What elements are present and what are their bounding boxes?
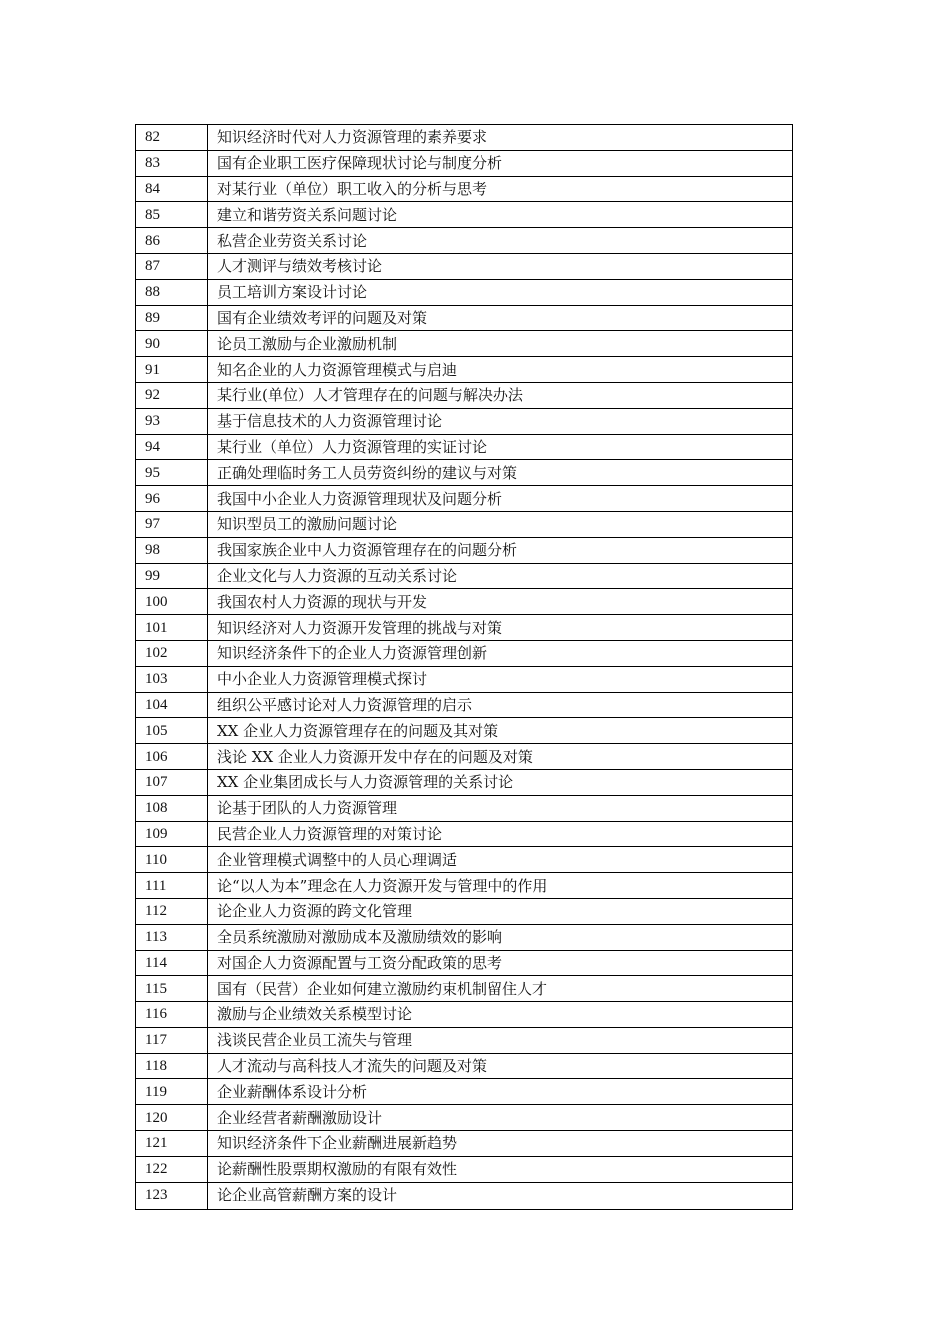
- table-row: [136, 1027, 793, 1053]
- table-row: [136, 640, 793, 666]
- topic-number-cell: 114: [136, 950, 208, 976]
- table-row: [136, 976, 793, 1002]
- topic-title-cell: 员工培训方案设计讨论: [208, 279, 793, 305]
- topic-number-cell: 87: [136, 253, 208, 279]
- topic-title-cell: 论基于团队的人力资源管理: [208, 795, 793, 821]
- table-row: [136, 1002, 793, 1028]
- topic-title-cell: 某行业（单位）人力资源管理的实证讨论: [208, 434, 793, 460]
- topic-number-cell: 82: [136, 125, 208, 151]
- topic-number-cell: 105: [136, 718, 208, 744]
- topic-number-cell: 86: [136, 228, 208, 254]
- table-row: [136, 1079, 793, 1105]
- table-row: [136, 408, 793, 434]
- table-row: [136, 873, 793, 899]
- topic-number-cell: 93: [136, 408, 208, 434]
- topic-title-cell: 企业经营者薪酬激励设计: [208, 1105, 793, 1131]
- table-row: [136, 1156, 793, 1182]
- topic-title-cell: 我国农村人力资源的现状与开发: [208, 589, 793, 615]
- topic-title-cell: 国有（民营）企业如何建立激励约束机制留住人才: [208, 976, 793, 1002]
- table-row: [136, 537, 793, 563]
- topic-title-cell: 知名企业的人力资源管理模式与启迪: [208, 357, 793, 383]
- table-row: [136, 1105, 793, 1131]
- table-row: [136, 305, 793, 331]
- topic-title-cell: 我国家族企业中人力资源管理存在的问题分析: [208, 537, 793, 563]
- table-row: [136, 1053, 793, 1079]
- table-row: [136, 434, 793, 460]
- table-row: [136, 486, 793, 512]
- topic-title-cell: 建立和谐劳资关系问题讨论: [208, 202, 793, 228]
- topic-title-cell: 论“以人为本”理念在人力资源开发与管理中的作用: [208, 873, 793, 899]
- table-row: [136, 898, 793, 924]
- topic-number-cell: 92: [136, 382, 208, 408]
- topic-number-cell: 101: [136, 615, 208, 641]
- topic-title-cell: 知识型员工的激励问题讨论: [208, 511, 793, 537]
- topic-number-cell: 113: [136, 924, 208, 950]
- table-row: [136, 125, 793, 151]
- topic-title-cell: 人才流动与高科技人才流失的问题及对策: [208, 1053, 793, 1079]
- topic-title-cell: 知识经济对人力资源开发管理的挑战与对策: [208, 615, 793, 641]
- topics-table-body: [136, 125, 793, 1210]
- topic-number-cell: 102: [136, 640, 208, 666]
- topic-title-cell: 激励与企业绩效关系模型讨论: [208, 1002, 793, 1028]
- table-row: [136, 821, 793, 847]
- topic-number-cell: 100: [136, 589, 208, 615]
- table-row: [136, 382, 793, 408]
- topic-title-cell: 浅论 XX 企业人力资源开发中存在的问题及对策: [208, 744, 793, 770]
- topic-title-cell: 全员系统激励对激励成本及激励绩效的影响: [208, 924, 793, 950]
- table-row: [136, 150, 793, 176]
- topic-title-cell: 知识经济条件下企业薪酬进展新趋势: [208, 1131, 793, 1157]
- topic-title-cell: 企业薪酬体系设计分析: [208, 1079, 793, 1105]
- topic-number-cell: 94: [136, 434, 208, 460]
- topic-number-cell: 96: [136, 486, 208, 512]
- table-row: [136, 460, 793, 486]
- topic-number-cell: 110: [136, 847, 208, 873]
- table-row: [136, 744, 793, 770]
- topic-title-cell: 论员工激励与企业激励机制: [208, 331, 793, 357]
- table-row: [136, 950, 793, 976]
- table-row: [136, 511, 793, 537]
- topic-number-cell: 121: [136, 1131, 208, 1157]
- topic-title-cell: 对某行业（单位）职工收入的分析与思考: [208, 176, 793, 202]
- table-row: [136, 718, 793, 744]
- topic-number-cell: 112: [136, 898, 208, 924]
- table-row: [136, 769, 793, 795]
- topic-title-cell: 人才测评与绩效考核讨论: [208, 253, 793, 279]
- topic-title-cell: 知识经济时代对人力资源管理的素养要求: [208, 125, 793, 151]
- topic-number-cell: 89: [136, 305, 208, 331]
- topic-title-cell: 国有企业绩效考评的问题及对策: [208, 305, 793, 331]
- topic-title-cell: 基于信息技术的人力资源管理讨论: [208, 408, 793, 434]
- table-row: [136, 331, 793, 357]
- table-row: [136, 253, 793, 279]
- topic-number-cell: 117: [136, 1027, 208, 1053]
- table-row: [136, 924, 793, 950]
- topic-number-cell: 111: [136, 873, 208, 899]
- topic-number-cell: 119: [136, 1079, 208, 1105]
- topic-title-cell: 论企业人力资源的跨文化管理: [208, 898, 793, 924]
- table-row: [136, 589, 793, 615]
- topic-title-cell: 浅谈民营企业员工流失与管理: [208, 1027, 793, 1053]
- topic-title-cell: XX 企业集团成长与人力资源管理的关系讨论: [208, 769, 793, 795]
- topic-title-cell: 知识经济条件下的企业人力资源管理创新: [208, 640, 793, 666]
- table-row: [136, 795, 793, 821]
- table-row: [136, 615, 793, 641]
- table-row: [136, 279, 793, 305]
- topic-number-cell: 108: [136, 795, 208, 821]
- table-row: [136, 847, 793, 873]
- topic-number-cell: 107: [136, 769, 208, 795]
- table-row: [136, 228, 793, 254]
- table-row: [136, 357, 793, 383]
- topic-title-cell: 组织公平感讨论对人力资源管理的启示: [208, 692, 793, 718]
- table-row: [136, 563, 793, 589]
- topic-number-cell: 103: [136, 666, 208, 692]
- topic-number-cell: 84: [136, 176, 208, 202]
- topic-title-cell: 企业文化与人力资源的互动关系讨论: [208, 563, 793, 589]
- topic-title-cell: 企业管理模式调整中的人员心理调适: [208, 847, 793, 873]
- topic-title-cell: 中小企业人力资源管理模式探讨: [208, 666, 793, 692]
- topic-number-cell: 122: [136, 1156, 208, 1182]
- table-row: [136, 202, 793, 228]
- topic-title-cell: XX 企业人力资源管理存在的问题及其对策: [208, 718, 793, 744]
- topic-number-cell: 95: [136, 460, 208, 486]
- topic-title-cell: 论企业高管薪酬方案的设计: [208, 1182, 793, 1209]
- topic-title-cell: 论薪酬性股票期权激励的有限有效性: [208, 1156, 793, 1182]
- topic-title-cell: 私营企业劳资关系讨论: [208, 228, 793, 254]
- topics-table: [135, 124, 793, 1210]
- topic-title-cell: 对国企人力资源配置与工资分配政策的思考: [208, 950, 793, 976]
- topic-number-cell: 123: [136, 1182, 208, 1209]
- topic-title-cell: 国有企业职工医疗保障现状讨论与制度分析: [208, 150, 793, 176]
- topic-number-cell: 88: [136, 279, 208, 305]
- topic-number-cell: 90: [136, 331, 208, 357]
- topic-number-cell: 98: [136, 537, 208, 563]
- topic-number-cell: 85: [136, 202, 208, 228]
- topic-number-cell: 120: [136, 1105, 208, 1131]
- topic-title-cell: 正确处理临时务工人员劳资纠纷的建议与对策: [208, 460, 793, 486]
- topic-title-cell: 某行业(单位）人才管理存在的问题与解决办法: [208, 382, 793, 408]
- topic-number-cell: 97: [136, 511, 208, 537]
- table-row: [136, 666, 793, 692]
- topic-number-cell: 83: [136, 150, 208, 176]
- table-row: [136, 692, 793, 718]
- topic-number-cell: 91: [136, 357, 208, 383]
- topic-number-cell: 99: [136, 563, 208, 589]
- table-row: [136, 1182, 793, 1209]
- topic-number-cell: 115: [136, 976, 208, 1002]
- topic-number-cell: 109: [136, 821, 208, 847]
- topic-title-cell: 民营企业人力资源管理的对策讨论: [208, 821, 793, 847]
- table-row: [136, 1131, 793, 1157]
- topic-number-cell: 106: [136, 744, 208, 770]
- topic-title-cell: 我国中小企业人力资源管理现状及问题分析: [208, 486, 793, 512]
- table-row: [136, 176, 793, 202]
- topic-number-cell: 118: [136, 1053, 208, 1079]
- topic-number-cell: 116: [136, 1002, 208, 1028]
- topic-number-cell: 104: [136, 692, 208, 718]
